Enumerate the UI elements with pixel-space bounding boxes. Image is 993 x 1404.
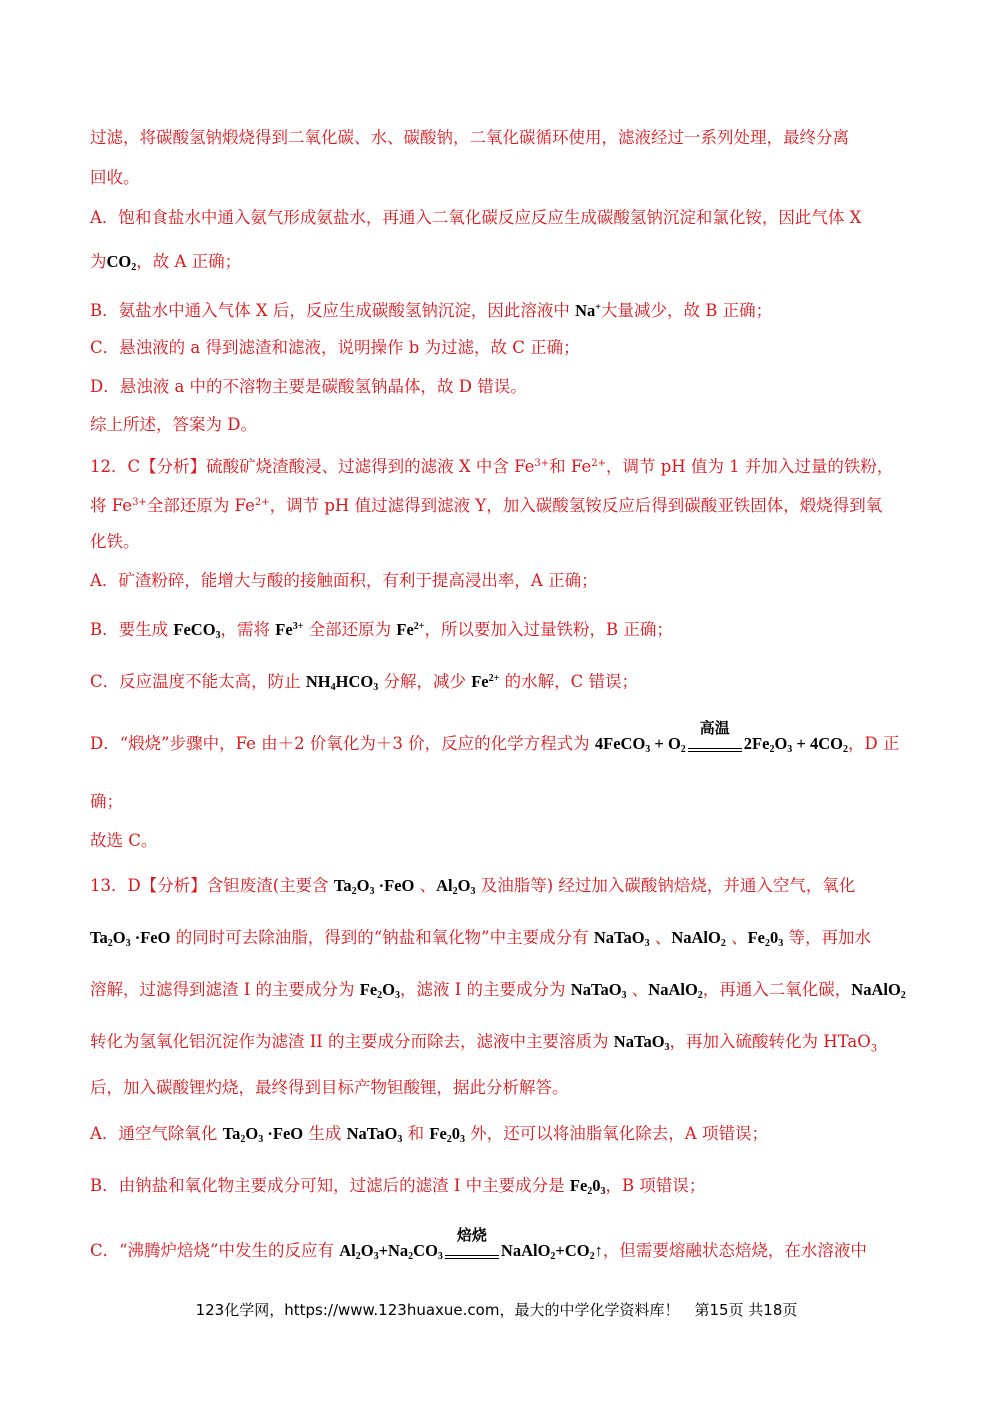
text-line	[90, 791, 953, 813]
text: 、	[626, 980, 649, 999]
text: ，故 A 正确；	[136, 252, 242, 271]
option-a-line	[90, 570, 953, 592]
formula-feco3: FeCO$_3$	[173, 620, 221, 641]
formula-natao3: NaTaO$_3$	[593, 928, 650, 949]
text: C．“沸腾炉焙烧”中发生的反应有	[90, 1241, 340, 1260]
text-line	[90, 927, 953, 955]
equals-arrow	[686, 719, 744, 761]
text-line	[90, 127, 953, 149]
formula-naalo2: NaAlO$_2$	[851, 980, 906, 1001]
option-c-line	[90, 1226, 953, 1268]
formula-na-ion: Na+	[575, 301, 601, 320]
option-c-line	[90, 337, 953, 359]
text-line	[90, 414, 953, 436]
text: 13．D【分析】含钽废渣(主要含	[90, 876, 334, 895]
text: A．通空气除氧化	[90, 1124, 223, 1143]
text: 综上所述，答案为 D。	[90, 415, 257, 434]
question-13-line	[90, 875, 953, 903]
text: B．由钠盐和氧化物主要成分可知，过滤后的滤渣 I 中主要成分是	[90, 1176, 570, 1195]
text: ，所以要加入过量铁粉，B 正确；	[424, 620, 673, 639]
formula-co2: $CO_2$	[106, 252, 137, 273]
formula-fe2o3: $Fe_2O_3$	[359, 980, 401, 1001]
option-d-line	[90, 376, 953, 398]
formula-natao3: NaTaO$_3$	[346, 1124, 403, 1145]
text-line	[90, 531, 953, 553]
text-line	[90, 830, 953, 852]
formula-fe2o3: $Fe_20_3$	[569, 1176, 606, 1197]
page-footer: 123化学网，https://www.123huaxue.com，最大的中学化学资料库！ 第15页 共18页	[195, 1301, 798, 1319]
text: ，滤液 I 的主要成分为	[400, 980, 571, 999]
text: D．“煅烧”步骤中，Fe 由＋2 价氧化为＋3 价，反应的化学方程式为	[90, 734, 595, 753]
text: 全部还原为	[303, 620, 397, 639]
formula-fe3-ion: $Fe^{3+}$	[275, 620, 304, 639]
text: 、	[414, 876, 437, 895]
text: 将 Fe	[90, 496, 133, 515]
text-line: 将 $Fe^{3+}$全部还原为 $Fe^{2+}$，调节 pH 值过滤得到滤液 Y，加入碳酸氢铵反应后得到碳酸亚铁固体，煅烧得到氧	[90, 496, 883, 515]
text: 转化为氢氧化铝沉淀作为滤渣 II 的主要成分而除去，滤液中主要溶质为	[90, 1032, 614, 1051]
formula-naalo2: NaAlO$_2$	[648, 980, 703, 1001]
text-line	[90, 251, 953, 279]
option-d-line	[90, 719, 953, 761]
equals-arrow	[443, 1226, 501, 1268]
text: B．要生成	[90, 620, 174, 639]
text: 后，加入碳酸锂灼烧，最终得到目标产物钽酸锂，据此分析解答。	[90, 1078, 569, 1097]
text: 和	[402, 1124, 430, 1143]
text: 12．C【分析】硫酸矿烧渣酸浸、过滤得到的滤液 X 中含 Fe	[90, 457, 535, 476]
text: 分解，减少	[378, 672, 472, 691]
text: ，调节 pH 值为 1 并加入过量的铁粉，	[605, 457, 894, 476]
text: A．矿渣粉碎，能增大与酸的接触面积，有利于提高浸出率，A 正确；	[90, 571, 598, 590]
formula-fe2o3: $Fe_20_3$	[429, 1124, 466, 1145]
formula-nh4hco3: $NH_4HCO_3$	[305, 672, 379, 693]
text: ，但需要熔融状态焙烧，在水溶液中	[602, 1241, 867, 1260]
text: 、	[725, 928, 748, 947]
text: 全部还原为 Fe	[146, 496, 255, 515]
formula-fe2-ion: $Fe^{2+}$	[396, 620, 425, 639]
text: C．反应温度不能太高，防止	[90, 672, 306, 691]
formula-ta2o3-feo: $Ta_2O_3 \cdot FeO$	[333, 876, 415, 897]
equation-boiling-furnace: $Al_2O_3+Na_2CO_3$ 焙烧 $NaAlO_2+CO_2↑$	[339, 1241, 603, 1260]
formula-ta2o3-feo: $Ta_2O_3 \cdot FeO$	[222, 1124, 304, 1145]
text: 、	[649, 928, 672, 947]
formula-fe2o3: $Fe_20_3$	[747, 928, 784, 949]
option-c-line	[90, 668, 953, 699]
text: 过滤，将碳酸氢钠煅烧得到二氧化碳、水、碳酸钠，二氧化碳循环使用，滤液经过一系列处理，最终分离	[90, 128, 849, 147]
formula-fe2-ion: $Fe^{2+}$	[471, 672, 500, 691]
question-12-line: 12．C【分析】硫酸矿烧渣酸浸、过滤得到的滤液 X 中含 $Fe^{3+}$和 $Fe^{2+}$，调节 pH 值为 1 并加入过量的铁粉，	[90, 457, 894, 476]
formula-ta2o3-feo: $Ta_2O_3 \cdot FeO$	[90, 928, 171, 949]
text: 的水解，C 错误；	[499, 672, 638, 691]
text: 等，再加水	[783, 928, 871, 947]
formula-naalo2: NaAlO$_2$	[671, 928, 726, 949]
formula-natao3: NaTaO$_3$	[570, 980, 627, 1001]
text: 及油脂等) 经过加入碳酸钠焙烧，并通入空气，氧化	[475, 876, 856, 895]
text: A．饱和食盐水中通入氨气形成氨盐水，再通入二氧化碳反应反应生成碳酸氢钠沉淀和氯化铵，因此气体 X	[90, 208, 862, 227]
formula-natao3: NaTaO$_3$	[613, 1032, 670, 1053]
option-b-line	[90, 297, 953, 322]
text: ，调节 pH 值过滤得到滤液 Y，加入碳酸氢铵反应后得到碳酸亚铁固体，煅烧得到氧	[269, 496, 883, 515]
option-b-line	[90, 1175, 953, 1203]
text: ，再加入硫酸转化为 HTaO	[669, 1032, 871, 1051]
text: 和 Fe	[549, 457, 592, 476]
text: 外，还可以将油脂氧化除去，A 项错误；	[465, 1124, 768, 1143]
text: 的同时可去除油脂，得到的“钠盐和氧化物”中主要成分有	[170, 928, 594, 947]
text: 为	[90, 252, 107, 271]
option-a-line	[90, 207, 953, 229]
text: 溶解，过滤得到滤渣 I 的主要成分为	[90, 980, 360, 999]
reaction-condition: 焙烧	[456, 1226, 487, 1244]
text: 确；	[90, 792, 123, 811]
text: 化铁。	[90, 532, 140, 551]
text: ，B 项错误；	[605, 1176, 706, 1195]
formula-al2o3: $Al_2O_3$	[436, 876, 476, 897]
text: ，需将	[220, 620, 276, 639]
text: ，D 正	[847, 734, 900, 753]
option-b-line	[90, 616, 953, 647]
text-line	[90, 979, 953, 1007]
text: 故选 C。	[90, 831, 158, 850]
equation-feco3-calcination: 4FeCO$_3$ + $O_2$ 高温 $2Fe_2O_3 + 4CO_2$	[595, 734, 848, 753]
text-line: 转化为氢氧化铝沉淀作为滤渣 II 的主要成分而除去，滤液中主要溶质为 NaTaO$_3$，再加入硫酸转化为 HTaO$_3$	[90, 1032, 878, 1055]
text: D．悬浊液 a 中的不溶物主要是碳酸氢钠晶体，故 D 错误。	[90, 377, 527, 396]
text: 大量减少，故 B 正确；	[600, 301, 773, 320]
text: ，再通入二氧化碳，	[702, 980, 852, 999]
text: 生成	[303, 1124, 347, 1143]
option-a-line	[90, 1123, 953, 1151]
text: 回收。	[90, 168, 140, 187]
text-line	[90, 167, 953, 189]
reaction-condition: 高温	[699, 719, 730, 737]
text-line	[90, 1077, 953, 1099]
text: C．悬浊液的 a 得到滤渣和滤液，说明操作 b 为过滤，故 C 正确；	[90, 338, 580, 357]
text: B．氨盐水中通入气体 X 后，反应生成碳酸氢钠沉淀，因此溶液中	[90, 301, 576, 320]
